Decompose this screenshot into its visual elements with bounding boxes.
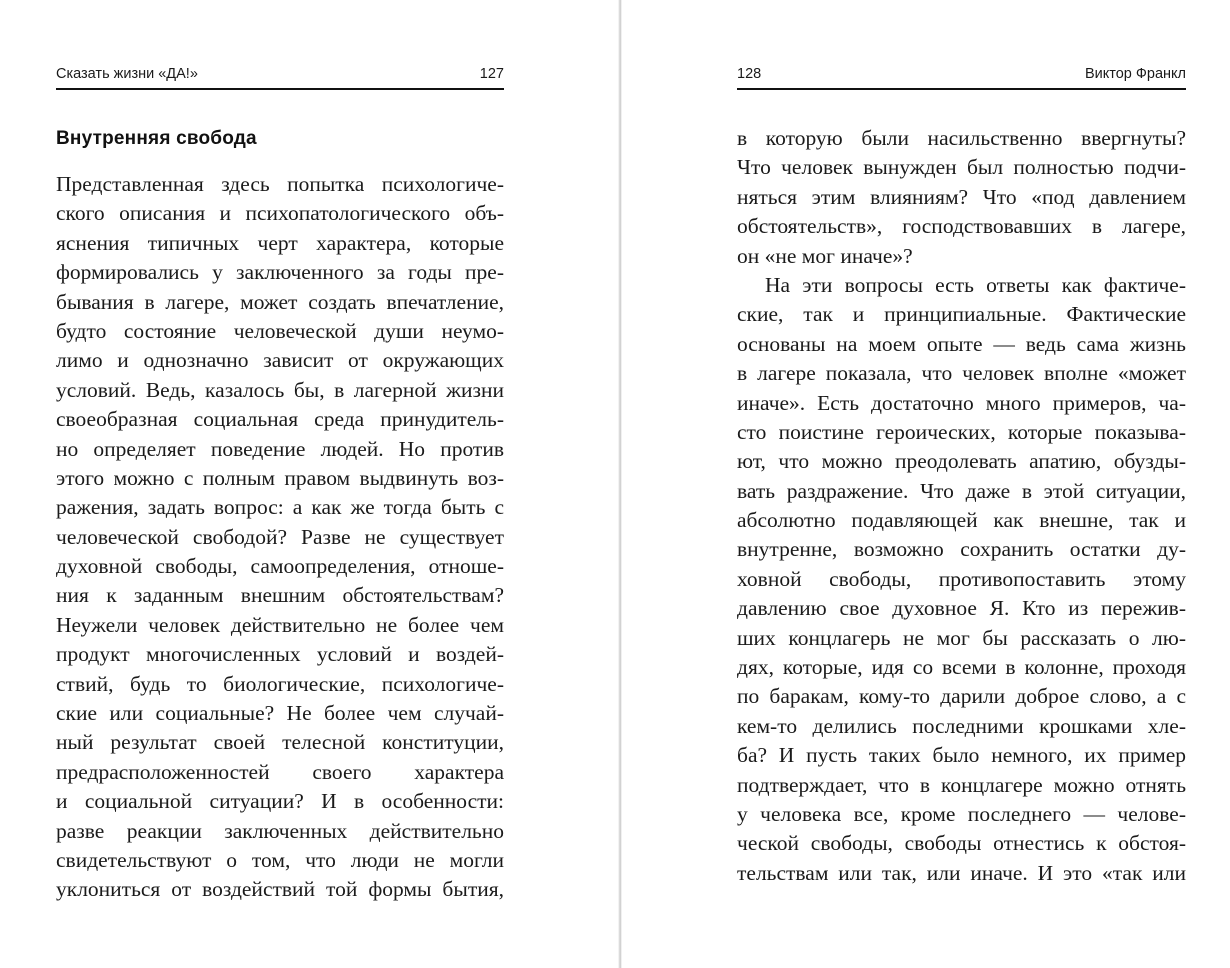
running-head-right: Виктор Франкл xyxy=(1084,66,1186,82)
text-line: яснения типичных черт характера, которые xyxy=(56,230,504,255)
text-line: этого можно с полным правом выдвинуть воз- xyxy=(56,465,504,490)
text-line: ского описания и психопатологического объ- xyxy=(56,201,504,226)
right-page-header xyxy=(737,64,1186,90)
text-line: няться этим влияниям? Что «под давлением xyxy=(737,184,1186,209)
text-line: подтверждает, что в концлагере можно отнять xyxy=(737,772,1186,797)
right-page xyxy=(737,0,1186,968)
text-line: он «не мог иначе»? xyxy=(737,243,913,268)
text-line: и социальной ситуации? И в особенности: xyxy=(56,789,504,814)
text-line: давлению свое духовное Я. Кто из пережив- xyxy=(737,596,1186,621)
text-line: в лагере показала, что человек вполне «может xyxy=(737,361,1186,386)
text-line: свидетельствуют о том, что люди не могли xyxy=(56,847,504,872)
text-line: ствий, будь то биологические, психологиче- xyxy=(56,671,504,696)
text-line: ские, так и принципиальные. Фактические xyxy=(737,302,1186,327)
text-line: по баракам, кому-то дарили доброе слово, а с xyxy=(737,684,1186,709)
text-line: продукт многочисленных условий и воздей- xyxy=(56,642,504,667)
text-line: ческой свободы, свободы отнестись к обстоя- xyxy=(737,831,1186,856)
text-line: ские или социальные? Не более чем случай- xyxy=(56,701,504,726)
running-head-left: Сказать жизни «ДА!» xyxy=(56,66,198,82)
text-line: ражения, задать вопрос: а как же тогда быть с xyxy=(56,495,504,520)
text-line: сто поистине героических, которые показыва- xyxy=(737,419,1186,444)
text-line: будто состояние человеческой души неумо- xyxy=(56,318,504,343)
text-line: внутренне, возможно сохранить остатки ду- xyxy=(737,537,1186,562)
text-line: кем-то делились последними крошками хле- xyxy=(737,713,1186,738)
text-line: у человека все, кроме последнего — челове- xyxy=(737,801,1186,826)
text-line: обстоятельств», господствовавших в лагере, xyxy=(737,214,1186,239)
text-line: абсолютно подавляющей как внешне, так и xyxy=(737,508,1186,533)
text-line: духовной свободы, самоопределения, отноше- xyxy=(56,554,504,579)
text-line: своеобразная социальная среда принудитель- xyxy=(56,407,504,432)
text-line: условий. Ведь, казалось бы, в лагерной жизни xyxy=(56,377,504,402)
text-line: Неужели человек действительно не более чем xyxy=(56,612,504,637)
text-line: вать раздражение. Что даже в этой ситуации, xyxy=(737,478,1186,503)
text-line: но определяет поведение людей. Но против xyxy=(56,436,504,461)
text-line: основаны на моем опыте — ведь сама жизнь xyxy=(737,331,1186,356)
text-line: ховной свободы, противопоставить этому xyxy=(737,566,1186,591)
text-line: Представленная здесь попытка психологиче- xyxy=(56,172,504,196)
text-line: ших концлагерь не мог бы рассказать о лю- xyxy=(737,625,1186,650)
text-line: предрасположенностей своего характера xyxy=(56,759,504,784)
text-line: формировались у заключенного за годы пре- xyxy=(56,260,504,285)
text-line: уклониться от воздействий той формы бытия, xyxy=(56,877,504,902)
text-line: иначе». Есть достаточно много примеров, ча- xyxy=(737,390,1186,415)
text-line: бывания в лагере, может создать впечатление, xyxy=(56,289,504,314)
left-page-header xyxy=(56,64,504,90)
text-line: ба? И пусть таких было немного, их пример xyxy=(737,743,1186,768)
book-gutter xyxy=(618,0,622,968)
text-line: человеческой свободой? Разве не существует xyxy=(56,524,504,549)
left-page xyxy=(56,0,504,968)
page-number-left: 127 xyxy=(479,66,504,82)
page-number-right: 128 xyxy=(737,66,762,82)
text-line: ния к заданным внешним обстоятельствам? xyxy=(56,583,504,608)
section-heading: Внутренняя свобода xyxy=(56,128,257,149)
right-page-body xyxy=(737,124,1186,888)
text-line: Что человек вынужден был полностью подчи- xyxy=(737,155,1186,180)
text-line: На эти вопросы есть ответы как фактиче- xyxy=(765,272,1186,297)
text-line: тельствам или так, или иначе. И это «так или xyxy=(737,860,1186,885)
text-line: ный результат своей телесной конституции, xyxy=(56,730,504,755)
text-line: разве реакции заключенных действительно xyxy=(56,818,504,843)
text-line: ют, что можно преодолевать апатию, обузды- xyxy=(737,449,1186,474)
text-line: дях, которые, идя со всеми в колонне, проходя xyxy=(737,655,1186,680)
left-page-body xyxy=(56,170,504,905)
text-line: лимо и однозначно зависит от окружающих xyxy=(56,348,504,373)
text-line: в которую были насильственно ввергнуты? xyxy=(737,126,1186,150)
